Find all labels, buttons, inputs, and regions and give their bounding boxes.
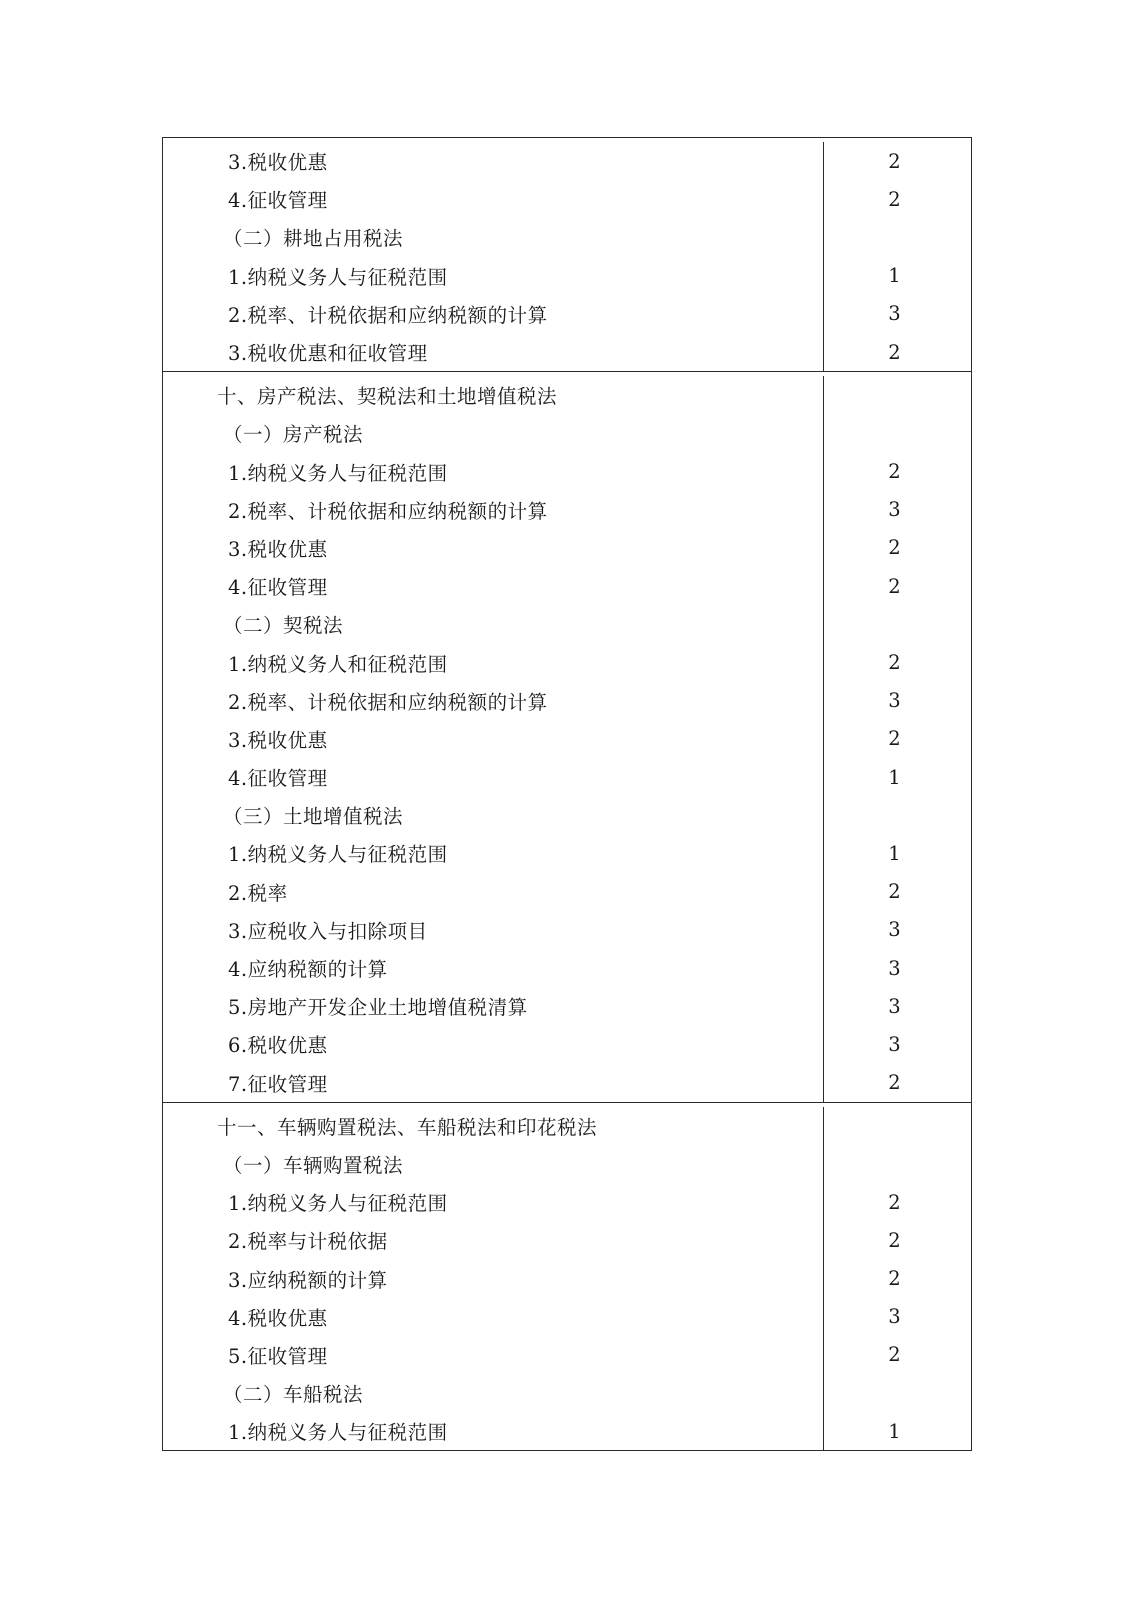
table-row — [163, 1183, 823, 1221]
table-row — [163, 1064, 823, 1102]
chapter-heading — [163, 376, 823, 414]
level-value — [824, 376, 971, 414]
level-value: 2 — [888, 880, 901, 904]
level-value: 3 — [888, 689, 901, 713]
level-value: 2 — [888, 460, 901, 484]
row-text: （一）房产税法 — [223, 423, 364, 447]
level-value: 2 — [888, 651, 901, 675]
row-text: 4.征收管理 — [228, 767, 328, 791]
row-text: 2.税率、计税依据和应纳税额的计算 — [228, 690, 548, 714]
row-text: 5.房地产开发企业土地增值税清算 — [228, 996, 528, 1020]
row-text: （二）车船税法 — [223, 1383, 364, 1407]
level-value: 3 — [888, 302, 901, 326]
table-row — [163, 720, 823, 758]
row-text: 十、房产税法、契税法和土地增值税法 — [217, 385, 558, 409]
level-value: 2 — [888, 1228, 901, 1252]
table-row — [163, 453, 823, 491]
level-value: 3 — [888, 1305, 901, 1329]
table-row — [163, 142, 823, 180]
row-text: 1.纳税义务人与征税范围 — [228, 843, 448, 867]
syllabus-table — [162, 137, 972, 1451]
table-block-1 — [163, 371, 971, 1102]
row-text: 3.税收优惠 — [228, 151, 328, 175]
row-text: 1.纳税义务人与征税范围 — [228, 461, 448, 485]
content-column — [163, 1107, 824, 1451]
level-value: 1 — [888, 1419, 901, 1443]
row-text: （二）耕地占用税法 — [223, 227, 404, 251]
table-row — [163, 682, 823, 720]
table-row — [163, 796, 823, 834]
level-value: 2 — [888, 727, 901, 751]
level-column — [824, 142, 971, 371]
level-value: 2 — [888, 1071, 901, 1095]
row-text: 7.征收管理 — [228, 1072, 328, 1096]
row-text: 1.纳税义务人与征税范围 — [228, 1421, 448, 1445]
table-row — [163, 257, 823, 295]
row-text: 2.税率、计税依据和应纳税额的计算 — [228, 499, 548, 523]
table-row — [163, 180, 823, 218]
level-value: 3 — [888, 498, 901, 522]
level-value — [824, 796, 971, 834]
table-row — [163, 1336, 823, 1374]
row-text: 1.纳税义务人与征税范围 — [228, 265, 448, 289]
row-text: 十一、车辆购置税法、车船税法和印花税法 — [217, 1115, 598, 1139]
level-value: 3 — [888, 1032, 901, 1056]
level-value: 3 — [888, 956, 901, 980]
table-row — [163, 1298, 823, 1336]
table-row — [163, 1259, 823, 1297]
table-row — [163, 643, 823, 681]
level-value — [824, 218, 971, 256]
row-text: 3.税收优惠 — [228, 537, 328, 561]
row-text: 4.征收管理 — [228, 189, 328, 213]
table-row — [163, 333, 823, 371]
level-value: 2 — [888, 149, 901, 173]
row-text: 1.纳税义务人与征税范围 — [228, 1192, 448, 1216]
level-value — [824, 1107, 971, 1145]
table-row — [163, 1145, 823, 1183]
level-value: 3 — [888, 918, 901, 942]
table-row — [163, 949, 823, 987]
row-text: 5.征收管理 — [228, 1344, 328, 1368]
table-block-0 — [163, 138, 971, 371]
content-column — [163, 376, 824, 1102]
row-text: 3.税收优惠 — [228, 728, 328, 752]
table-row — [163, 834, 823, 872]
row-text: 2.税率 — [228, 881, 288, 905]
table-row — [163, 1412, 823, 1450]
level-column — [824, 1107, 971, 1451]
row-text: （一）车辆购置税法 — [223, 1153, 404, 1177]
level-value: 2 — [888, 1267, 901, 1291]
row-text: 4.应纳税额的计算 — [228, 958, 388, 982]
level-value: 2 — [888, 536, 901, 560]
row-text: 3.税收优惠和征收管理 — [228, 342, 428, 366]
level-value: 2 — [888, 1343, 901, 1367]
row-text: 2.税率与计税依据 — [228, 1230, 388, 1254]
table-row — [163, 218, 823, 256]
table-row — [163, 758, 823, 796]
level-value — [824, 605, 971, 643]
level-value — [824, 414, 971, 452]
content-column — [163, 142, 824, 371]
table-row — [163, 1221, 823, 1259]
level-value: 2 — [888, 1190, 901, 1214]
table-row — [163, 987, 823, 1025]
row-text: （二）契税法 — [223, 614, 344, 638]
level-value: 2 — [888, 187, 901, 211]
row-text: 1.纳税义务人和征税范围 — [228, 652, 448, 676]
table-row — [163, 873, 823, 911]
row-text: 3.应纳税额的计算 — [228, 1268, 388, 1292]
table-row — [163, 605, 823, 643]
table-row — [163, 1374, 823, 1412]
level-value: 2 — [888, 340, 901, 364]
table-row — [163, 529, 823, 567]
row-text: 4.征收管理 — [228, 576, 328, 600]
table-row — [163, 911, 823, 949]
table-row — [163, 414, 823, 452]
row-text: （三）土地增值税法 — [223, 805, 404, 829]
table-row — [163, 567, 823, 605]
level-value — [824, 1374, 971, 1412]
level-value: 2 — [888, 574, 901, 598]
row-text: 4.税收优惠 — [228, 1306, 328, 1330]
level-column — [824, 376, 971, 1102]
level-value: 3 — [888, 994, 901, 1018]
row-text: 6.税收优惠 — [228, 1034, 328, 1058]
table-block-2 — [163, 1102, 971, 1451]
chapter-heading — [163, 1107, 823, 1145]
level-value: 1 — [888, 264, 901, 288]
table-row — [163, 491, 823, 529]
level-value: 1 — [888, 841, 901, 865]
level-value — [824, 1145, 971, 1183]
level-value: 1 — [888, 765, 901, 789]
row-text: 3.应税收入与扣除项目 — [228, 919, 428, 943]
table-row — [163, 295, 823, 333]
row-text: 2.税率、计税依据和应纳税额的计算 — [228, 303, 548, 327]
table-row — [163, 1025, 823, 1063]
